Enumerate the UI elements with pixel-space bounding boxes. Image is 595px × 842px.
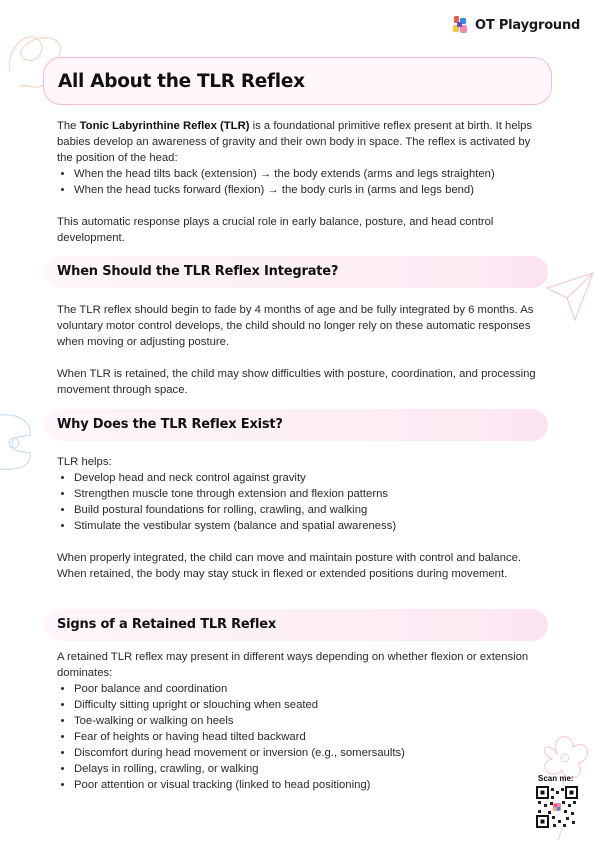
section-heading-bar bbox=[45, 409, 548, 441]
intro-paragraph bbox=[57, 118, 543, 166]
scan-label: Scan me: bbox=[538, 774, 574, 783]
section-lead: A retained TLR reflex may present in different ways depending on whether flexion or extension dominates: bbox=[57, 651, 529, 679]
section-heading: Signs of a Retained TLR Reflex bbox=[57, 617, 277, 632]
intro-closing: This automatic response plays a crucial role in early balance, posture, and head control development. bbox=[57, 216, 494, 244]
list-item: • Toe-walking or walking on heels bbox=[74, 713, 560, 729]
brand bbox=[452, 15, 580, 35]
section-heading-bar bbox=[45, 609, 548, 641]
list-item: • Strengthen muscle tone through extension and flexion patterns bbox=[74, 486, 560, 502]
list-item: • Poor attention or visual tracking (linked to head positioning) bbox=[74, 777, 560, 793]
section-bullet-list bbox=[57, 681, 560, 793]
list-item: • Develop head and neck control against gravity bbox=[74, 470, 560, 486]
list-item: • Fear of heights or having head tilted backward bbox=[74, 729, 560, 745]
list-item: • Build postural foundations for rolling, crawling, and walking bbox=[74, 502, 560, 518]
list-item: • Poor balance and coordination bbox=[74, 681, 560, 697]
section-heading: When Should the TLR Reflex Integrate? bbox=[57, 264, 339, 279]
list-item: • Discomfort during head movement or inversion (e.g., somersaults) bbox=[74, 745, 560, 761]
intro-bold-term: Tonic Labyrinthine Reflex (TLR) bbox=[79, 120, 250, 132]
list-item: • When the head tucks forward (flexion) → the body curls in (arms and legs bend) bbox=[74, 182, 560, 198]
brand-name: OT Playground bbox=[475, 17, 581, 33]
intro-suffix: is a foundational primitive reflex present at birth. It helps babies develop an awareness of gravity and their own body in space. The reflex is activated by the position of the head: bbox=[57, 120, 533, 164]
list-item: • Stimulate the vestibular system (balance and spatial awareness) bbox=[74, 518, 560, 534]
section-closing: When properly integrated, the child can move and maintain posture with control and balance. When retained, the body may stay stuck in flexed or extended positions during movement. bbox=[57, 552, 522, 580]
qr-code-icon[interactable] bbox=[536, 786, 578, 828]
section-paragraph: When TLR is retained, the child may show difficulties with posture, coordination, and processing movement through space. bbox=[57, 368, 536, 396]
section-bullet-list bbox=[57, 470, 560, 534]
intro-prefix: The bbox=[57, 120, 80, 132]
section-heading: Why Does the TLR Reflex Exist? bbox=[57, 417, 283, 432]
title-box bbox=[43, 57, 552, 105]
section-lead: TLR helps: bbox=[57, 456, 112, 468]
intro-bullet-list bbox=[57, 166, 560, 198]
paper-plane-icon bbox=[545, 268, 595, 328]
list-item: • When the head tilts back (extension) → the body extends (arms and legs straighten) bbox=[74, 166, 560, 182]
brand-logo-icon bbox=[452, 15, 470, 35]
list-item: • Delays in rolling, crawling, or walking bbox=[74, 761, 560, 777]
section-paragraph: The TLR reflex should begin to fade by 4 months of age and be fully integrated by 6 months. As voluntary motor control develops, the child should no longer rely on these automatic responses when moving or adjusting posture. bbox=[57, 304, 534, 348]
section-heading-bar bbox=[45, 256, 548, 288]
page-title: All About the TLR Reflex bbox=[58, 71, 305, 92]
list-item: • Difficulty sitting upright or slouching when seated bbox=[74, 697, 560, 713]
telephone-icon bbox=[0, 405, 40, 475]
